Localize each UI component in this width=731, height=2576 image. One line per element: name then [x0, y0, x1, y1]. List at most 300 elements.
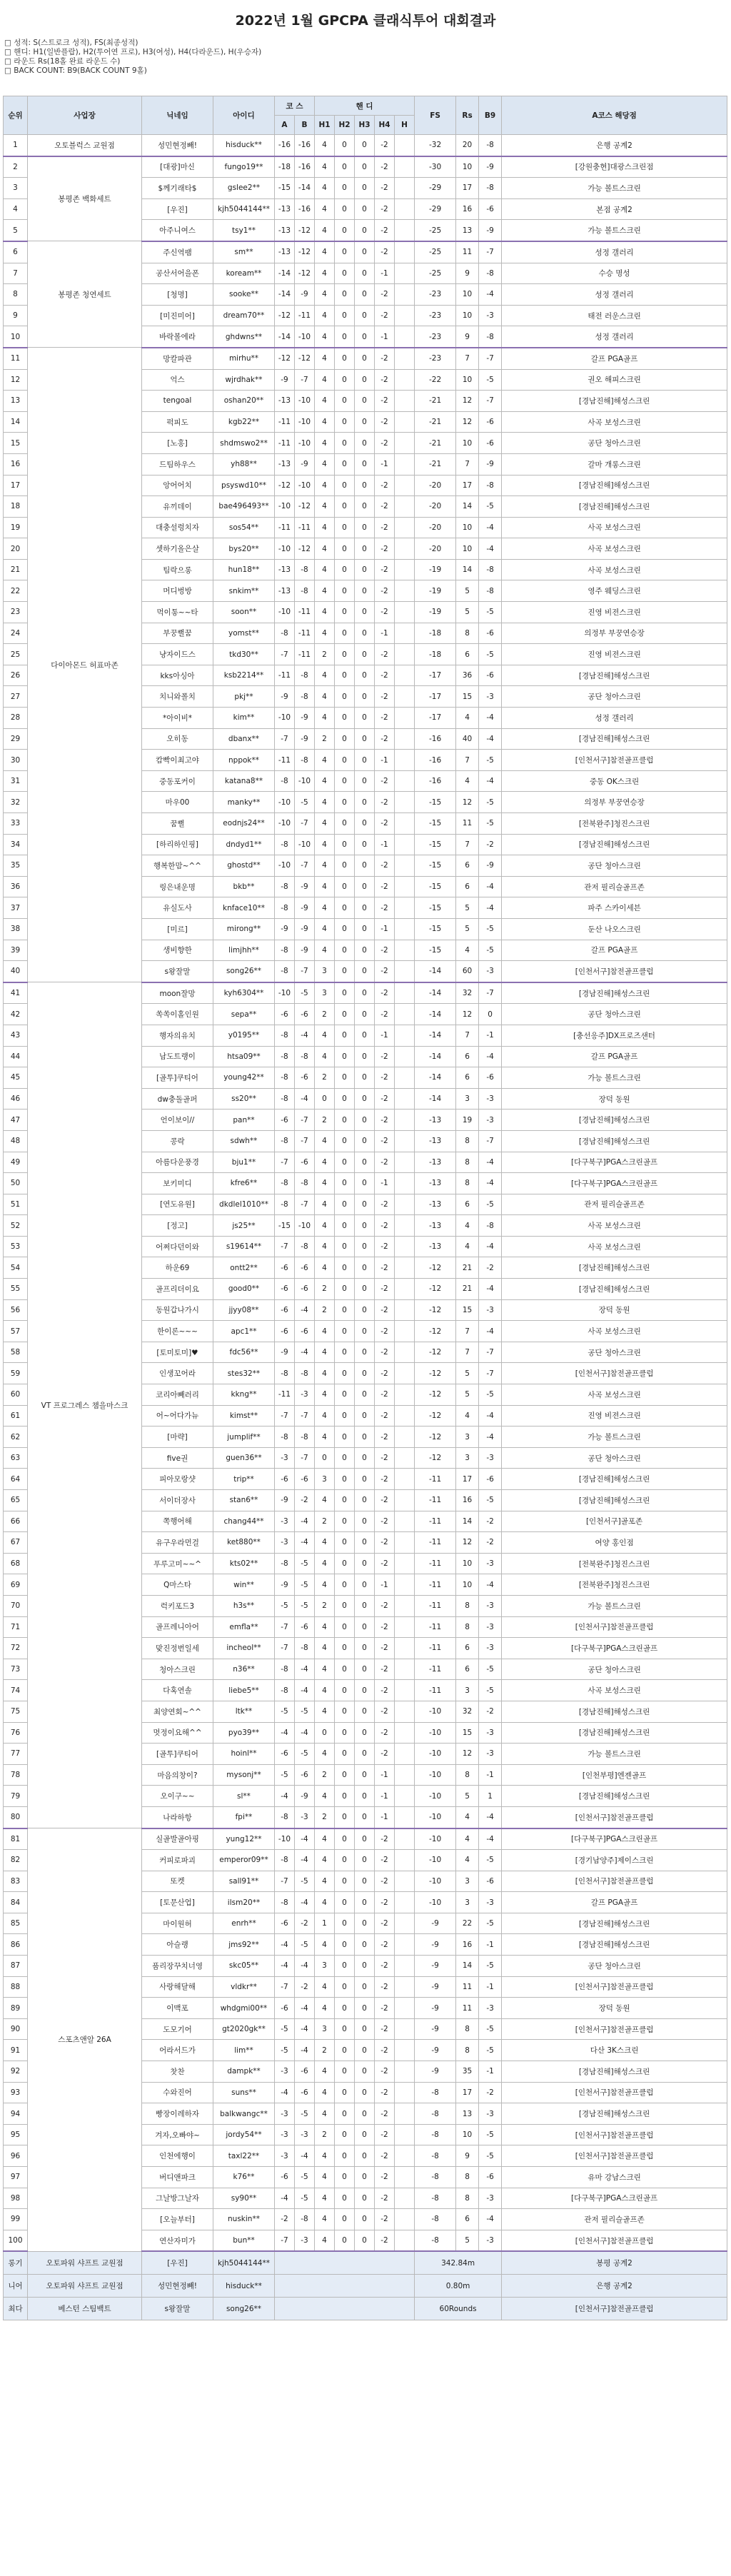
- a-score-cell: -7: [275, 728, 295, 750]
- a-score-cell: -11: [275, 411, 295, 433]
- nickname-cell: 찻찬: [142, 2061, 213, 2083]
- nickname-cell: kks아싱아: [142, 665, 213, 686]
- h4-cell: -2: [375, 1447, 395, 1469]
- h2-cell: 0: [335, 1956, 355, 1977]
- nickname-cell: 앙어어치: [142, 475, 213, 496]
- h2-cell: 0: [335, 1173, 355, 1194]
- fs-cell: -13: [415, 1152, 456, 1173]
- a-score-cell: -10: [275, 813, 295, 835]
- nickname-cell: 한이론~~~: [142, 1321, 213, 1342]
- award-label-cell: 롱기: [4, 2251, 28, 2275]
- h1-cell: 2: [315, 1110, 335, 1131]
- h4-cell: -2: [375, 1680, 395, 1701]
- b-score-cell: -5: [295, 1574, 315, 1596]
- award-nickname-cell: 성민현정빼!: [142, 2275, 213, 2298]
- fs-cell: -12: [415, 1342, 456, 1363]
- nickname-cell: 그날방그날자: [142, 2188, 213, 2209]
- h2-cell: 0: [335, 411, 355, 433]
- h2-cell: 0: [335, 982, 355, 1004]
- nickname-cell: 피아모랑샷: [142, 1469, 213, 1490]
- h1-cell: 4: [315, 1934, 335, 1956]
- nickname-cell: 유끼데이: [142, 496, 213, 518]
- h-cell: [395, 708, 415, 729]
- h4-cell: -2: [375, 813, 395, 835]
- b-score-cell: -11: [295, 517, 315, 538]
- course-store-cell: 다산 3K스크린: [502, 2040, 727, 2061]
- course-store-cell: 가능 볼트스크린: [502, 220, 727, 241]
- nickname-cell: 쪽행어해: [142, 1511, 213, 1532]
- nickname-cell: 드팀하우스: [142, 453, 213, 475]
- rs-cell: 21: [456, 1279, 479, 1300]
- course-store-cell: 여양 홍인점: [502, 1532, 727, 1554]
- a-score-cell: -8: [275, 897, 295, 919]
- b-score-cell: -6: [295, 1469, 315, 1490]
- a-score-cell: -10: [275, 855, 295, 877]
- h4-cell: -2: [375, 602, 395, 623]
- h2-cell: 0: [335, 644, 355, 665]
- fs-cell: -12: [415, 1447, 456, 1469]
- a-score-cell: -4: [275, 2188, 295, 2209]
- course-store-cell: 사곡 보성스크린: [502, 1680, 727, 1701]
- table-row: [4, 982, 727, 1004]
- store-group-cell: 봉평존 청연세트: [28, 241, 142, 348]
- course-store-cell: [인천부평]엔젠골프: [502, 1764, 727, 1786]
- rs-cell: 8: [456, 1616, 479, 1638]
- award-label-cell: 니어: [4, 2275, 28, 2298]
- b9-cell: -9: [479, 220, 502, 241]
- nickname-cell: 오이구~~: [142, 1786, 213, 1807]
- b9-cell: -1: [479, 2061, 502, 2083]
- b9-cell: -3: [479, 1110, 502, 1131]
- rank-cell: 4: [4, 198, 28, 220]
- award-nickname-cell: [우진]: [142, 2251, 213, 2275]
- b9-cell: -3: [479, 1892, 502, 1913]
- nickname-cell: 유구우라먼걸: [142, 1532, 213, 1554]
- rs-cell: 7: [456, 750, 479, 771]
- award-row: [4, 2251, 727, 2275]
- a-score-cell: -7: [275, 1638, 295, 1659]
- h2-cell: 0: [335, 961, 355, 982]
- h-cell: [395, 1574, 415, 1596]
- b-score-cell: -8: [295, 686, 315, 708]
- h4-cell: -1: [375, 326, 395, 348]
- h1-cell: 2: [315, 1595, 335, 1616]
- h2-cell: 0: [335, 686, 355, 708]
- h2-cell: 0: [335, 1850, 355, 1871]
- a-score-cell: -8: [275, 961, 295, 982]
- fs-cell: -10: [415, 1828, 456, 1850]
- rs-cell: 60: [456, 961, 479, 982]
- course-store-cell: 가능 볼트스크린: [502, 1744, 727, 1765]
- rank-cell: 53: [4, 1236, 28, 1257]
- b9-cell: -1: [479, 1764, 502, 1786]
- a-score-cell: -6: [275, 1279, 295, 1300]
- id-cell: win**: [213, 1574, 275, 1596]
- h2-cell: 0: [335, 1701, 355, 1722]
- h1-cell: 2: [315, 2124, 335, 2145]
- course-store-cell: 갈프 PGA골프: [502, 1046, 727, 1067]
- h3-cell: 0: [355, 1871, 375, 1892]
- b-score-cell: -8: [295, 665, 315, 686]
- course-store-cell: [경남진해]해성스크린: [502, 1913, 727, 1934]
- rs-cell: 36: [456, 665, 479, 686]
- rank-cell: 17: [4, 475, 28, 496]
- award-value-cell: 0.80m: [415, 2275, 502, 2298]
- course-store-cell: 갈마 개롱스크린: [502, 453, 727, 475]
- h-cell: [395, 750, 415, 771]
- h1-cell: 4: [315, 284, 335, 306]
- h1-cell: 4: [315, 369, 335, 391]
- rank-cell: 79: [4, 1786, 28, 1807]
- b9-cell: -8: [479, 326, 502, 348]
- a-score-cell: -13: [275, 220, 295, 241]
- b-score-cell: -8: [295, 1046, 315, 1067]
- h1-cell: 4: [315, 686, 335, 708]
- rank-cell: 90: [4, 2018, 28, 2040]
- h4-cell: -2: [375, 1427, 395, 1448]
- rs-cell: 10: [456, 1574, 479, 1596]
- award-store-cell: 오토파워 샤프트 교원점: [28, 2275, 142, 2298]
- b-score-cell: -6: [295, 1616, 315, 1638]
- id-cell: suns**: [213, 2082, 275, 2103]
- id-cell: gslee2**: [213, 178, 275, 199]
- id-cell: eodnjs24**: [213, 813, 275, 835]
- b9-cell: -3: [479, 2103, 502, 2125]
- h-cell: [395, 2230, 415, 2251]
- h3-cell: 0: [355, 686, 375, 708]
- rs-cell: 10: [456, 369, 479, 391]
- h1-cell: 4: [315, 2167, 335, 2188]
- h1-cell: 4: [315, 580, 335, 602]
- store-group-cell: 봉평존 백화세트: [28, 156, 142, 241]
- course-store-cell: 본점 공계2: [502, 198, 727, 220]
- b-score-cell: -4: [295, 1299, 315, 1321]
- b-score-cell: -6: [295, 1321, 315, 1342]
- h3-cell: 0: [355, 241, 375, 263]
- b9-cell: -4: [479, 2209, 502, 2230]
- h2-cell: 0: [335, 2103, 355, 2125]
- nickname-cell: [정고]: [142, 1215, 213, 1237]
- h1-cell: 4: [315, 1553, 335, 1574]
- rs-cell: 22: [456, 1913, 479, 1934]
- b9-cell: -5: [479, 1913, 502, 1934]
- nickname-cell: 냥자이드스: [142, 644, 213, 665]
- b-score-cell: -10: [295, 391, 315, 412]
- fs-cell: -12: [415, 1405, 456, 1427]
- id-cell: pyo39**: [213, 1722, 275, 1744]
- b9-cell: -4: [479, 1321, 502, 1342]
- nickname-cell: 럭키포드3: [142, 1595, 213, 1616]
- a-score-cell: -4: [275, 2082, 295, 2103]
- h4-cell: -2: [375, 1363, 395, 1384]
- h-cell: [395, 1786, 415, 1807]
- b-score-cell: -10: [295, 411, 315, 433]
- h4-cell: -2: [375, 391, 395, 412]
- id-cell: snkim**: [213, 580, 275, 602]
- b-score-cell: -10: [295, 770, 315, 792]
- rs-cell: 4: [456, 1806, 479, 1828]
- h4-cell: -2: [375, 1934, 395, 1956]
- b9-cell: -6: [479, 2167, 502, 2188]
- h3-cell: 0: [355, 1998, 375, 2019]
- fs-cell: -16: [415, 728, 456, 750]
- fs-cell: -8: [415, 2167, 456, 2188]
- b9-cell: -3: [479, 305, 502, 326]
- b9-cell: -2: [479, 1257, 502, 1279]
- rs-cell: 6: [456, 1194, 479, 1215]
- h-cell: [395, 1616, 415, 1638]
- h-cell: [395, 1638, 415, 1659]
- nickname-cell: 머디벙방: [142, 580, 213, 602]
- id-cell: nppok**: [213, 750, 275, 771]
- course-store-cell: [경남진해]해성스크린: [502, 1722, 727, 1744]
- course-store-cell: [다구북구]PGA스크린골프: [502, 1638, 727, 1659]
- h1-cell: 4: [315, 326, 335, 348]
- rank-cell: 64: [4, 1469, 28, 1490]
- rank-cell: 56: [4, 1299, 28, 1321]
- h1-cell: 4: [315, 1998, 335, 2019]
- h4-cell: -2: [375, 1638, 395, 1659]
- course-store-cell: [경남진해]해성스크린: [502, 475, 727, 496]
- fs-cell: -17: [415, 665, 456, 686]
- h1-cell: 4: [315, 1532, 335, 1554]
- nickname-cell: 최양연회~^^: [142, 1701, 213, 1722]
- note-line: □ BACK COUNT: B9(BACK COUNT 9홀): [4, 66, 147, 75]
- rs-cell: 12: [456, 1532, 479, 1554]
- rank-cell: 11: [4, 348, 28, 369]
- h3-cell: 0: [355, 2209, 375, 2230]
- h1-cell: 2: [315, 1004, 335, 1025]
- course-store-cell: 의정부 부꿍연승장: [502, 792, 727, 813]
- id-cell: emperor09**: [213, 1850, 275, 1871]
- id-cell: dkdlel1010**: [213, 1194, 275, 1215]
- course-store-cell: 사곡 보성스크린: [502, 559, 727, 580]
- h3-cell: 0: [355, 135, 375, 156]
- a-score-cell: -7: [275, 1236, 295, 1257]
- rank-cell: 71: [4, 1616, 28, 1638]
- nickname-cell: 이맥포: [142, 1998, 213, 2019]
- id-cell: guen36**: [213, 1447, 275, 1469]
- h1-cell: 4: [315, 433, 335, 454]
- rank-cell: 2: [4, 156, 28, 178]
- course-store-cell: 가능 볼트스크린: [502, 1595, 727, 1616]
- h1-cell: 4: [315, 1257, 335, 1279]
- h3-cell: 0: [355, 517, 375, 538]
- nickname-cell: 유실도사: [142, 897, 213, 919]
- a-score-cell: -3: [275, 1511, 295, 1532]
- nickname-cell: 대충설렁치자: [142, 517, 213, 538]
- h1-cell: 4: [315, 1638, 335, 1659]
- course-store-cell: 관저 필리슬골프존: [502, 876, 727, 897]
- nickname-cell: 골프레니아어: [142, 1616, 213, 1638]
- h2-cell: 0: [335, 1828, 355, 1850]
- id-cell: dndyd1**: [213, 834, 275, 855]
- a-score-cell: -11: [275, 517, 295, 538]
- h3-cell: 0: [355, 284, 375, 306]
- nickname-cell: 서이더장사: [142, 1490, 213, 1511]
- h4-cell: -2: [375, 135, 395, 156]
- h3-cell: 0: [355, 1279, 375, 1300]
- b9-cell: -3: [479, 1744, 502, 1765]
- b-score-cell: -8: [295, 580, 315, 602]
- course-store-cell: 권오 해피스크린: [502, 369, 727, 391]
- b-score-cell: -3: [295, 2230, 315, 2251]
- h4-cell: -1: [375, 918, 395, 940]
- nickname-cell: 퍽피도: [142, 411, 213, 433]
- h4-cell: -2: [375, 198, 395, 220]
- nickname-cell: 링은내운명: [142, 876, 213, 897]
- note-line: □ 라운드 Rs(18홀 완료 라운드 수): [4, 57, 121, 66]
- h2-cell: 0: [335, 1659, 355, 1680]
- h2-cell: 0: [335, 1490, 355, 1511]
- id-cell: shdmswo2**: [213, 433, 275, 454]
- b9-cell: -7: [479, 241, 502, 263]
- rs-cell: 16: [456, 198, 479, 220]
- b-score-cell: -4: [295, 2018, 315, 2040]
- course-store-cell: [경남진해]해성스크린: [502, 1786, 727, 1807]
- h4-cell: -2: [375, 2103, 395, 2125]
- course-store-cell: 유마 강남스크린: [502, 2167, 727, 2188]
- h1-cell: 4: [315, 1405, 335, 1427]
- h4-cell: -2: [375, 876, 395, 897]
- course-store-cell: 가능 볼트스크린: [502, 1067, 727, 1089]
- h1-cell: 4: [315, 1616, 335, 1638]
- rs-cell: 6: [456, 1659, 479, 1680]
- rs-cell: 7: [456, 1342, 479, 1363]
- h3-cell: 0: [355, 1194, 375, 1215]
- b9-cell: -5: [479, 2124, 502, 2145]
- course-store-cell: 중동 OK스크린: [502, 770, 727, 792]
- award-row: [4, 2275, 727, 2298]
- h-cell: [395, 1363, 415, 1384]
- h4-cell: -2: [375, 1828, 395, 1850]
- h4-cell: -2: [375, 475, 395, 496]
- h2-cell: 0: [335, 1553, 355, 1574]
- rank-cell: 97: [4, 2167, 28, 2188]
- rs-cell: 8: [456, 2040, 479, 2061]
- rank-cell: 54: [4, 1257, 28, 1279]
- h1-cell: 2: [315, 1764, 335, 1786]
- h-cell: [395, 433, 415, 454]
- a-score-cell: -14: [275, 263, 295, 284]
- nickname-cell: 버디앤파크: [142, 2167, 213, 2188]
- a-score-cell: -6: [275, 1744, 295, 1765]
- a-score-cell: -8: [275, 1659, 295, 1680]
- rank-cell: 38: [4, 918, 28, 940]
- nickname-cell: 팀락으롱: [142, 559, 213, 580]
- b-score-cell: -7: [295, 1447, 315, 1469]
- h2-cell: 0: [335, 517, 355, 538]
- a-score-cell: -10: [275, 1828, 295, 1850]
- rank-cell: 37: [4, 897, 28, 919]
- h4-cell: -2: [375, 1722, 395, 1744]
- h3-cell: 0: [355, 453, 375, 475]
- a-score-cell: -6: [275, 1998, 295, 2019]
- course-store-cell: 성정 갤러리: [502, 326, 727, 348]
- course-store-cell: [경남진해]해성스크린: [502, 496, 727, 518]
- h3-cell: 0: [355, 1744, 375, 1765]
- b-score-cell: -6: [295, 2082, 315, 2103]
- course-store-cell: 진영 비젼스크린: [502, 602, 727, 623]
- h4-cell: -2: [375, 496, 395, 518]
- h-cell: [395, 1025, 415, 1046]
- h3-cell: 0: [355, 475, 375, 496]
- h1-cell: 4: [315, 750, 335, 771]
- h3-cell: 0: [355, 1722, 375, 1744]
- nickname-cell: dw충돌골퍼: [142, 1088, 213, 1110]
- h3-cell: 0: [355, 1469, 375, 1490]
- h3-cell: 0: [355, 1701, 375, 1722]
- b-score-cell: -8: [295, 2209, 315, 2230]
- b-score-cell: -4: [295, 1722, 315, 1744]
- h3-cell: 0: [355, 2124, 375, 2145]
- h2-cell: 0: [335, 708, 355, 729]
- h4-cell: -1: [375, 1574, 395, 1596]
- h1-cell: 4: [315, 1871, 335, 1892]
- col-course: 코 스: [275, 96, 315, 116]
- h1-cell: 4: [315, 1574, 335, 1596]
- h4-cell: -2: [375, 1067, 395, 1089]
- rank-cell: 63: [4, 1447, 28, 1469]
- fs-cell: -9: [415, 1956, 456, 1977]
- rs-cell: 10: [456, 517, 479, 538]
- nickname-cell: [미진미어]: [142, 305, 213, 326]
- course-store-cell: 관저 필리슬골프존: [502, 1194, 727, 1215]
- h1-cell: 2: [315, 728, 335, 750]
- rank-cell: 88: [4, 1976, 28, 1998]
- h2-cell: 0: [335, 2209, 355, 2230]
- rs-cell: 6: [456, 1638, 479, 1659]
- b-score-cell: -4: [295, 1532, 315, 1554]
- b9-cell: -5: [479, 2040, 502, 2061]
- nickname-cell: $께기래타$: [142, 178, 213, 199]
- b-score-cell: -10: [295, 1215, 315, 1237]
- nickname-cell: 수와진어: [142, 2082, 213, 2103]
- legend-notes: [0, 39, 731, 89]
- rs-cell: 5: [456, 897, 479, 919]
- course-store-cell: [경남진해]해성스크린: [502, 728, 727, 750]
- course-store-cell: [인천서구]참전골프클럽: [502, 2145, 727, 2167]
- b9-cell: -7: [479, 1363, 502, 1384]
- fs-cell: -10: [415, 1722, 456, 1744]
- h-cell: [395, 1490, 415, 1511]
- nickname-cell: moon잘망: [142, 982, 213, 1004]
- fs-cell: -12: [415, 1321, 456, 1342]
- id-cell: bju1**: [213, 1152, 275, 1173]
- id-cell: incheol**: [213, 1638, 275, 1659]
- rs-cell: 10: [456, 538, 479, 560]
- award-nickname-cell: s왕잘말: [142, 2298, 213, 2320]
- h-cell: [395, 1956, 415, 1977]
- h3-cell: 0: [355, 1152, 375, 1173]
- h-cell: [395, 1828, 415, 1850]
- b9-cell: -8: [479, 263, 502, 284]
- h4-cell: -2: [375, 1236, 395, 1257]
- h4-cell: -2: [375, 708, 395, 729]
- h4-cell: -2: [375, 1553, 395, 1574]
- h-cell: [395, 1110, 415, 1131]
- h2-cell: 0: [335, 728, 355, 750]
- b9-cell: -4: [479, 1806, 502, 1828]
- fs-cell: -25: [415, 220, 456, 241]
- h2-cell: 0: [335, 2040, 355, 2061]
- rank-cell: 8: [4, 284, 28, 306]
- h3-cell: 0: [355, 1025, 375, 1046]
- rs-cell: 6: [456, 855, 479, 877]
- h2-cell: 0: [335, 2145, 355, 2167]
- id-cell: chang44**: [213, 1511, 275, 1532]
- id-cell: knface10**: [213, 897, 275, 919]
